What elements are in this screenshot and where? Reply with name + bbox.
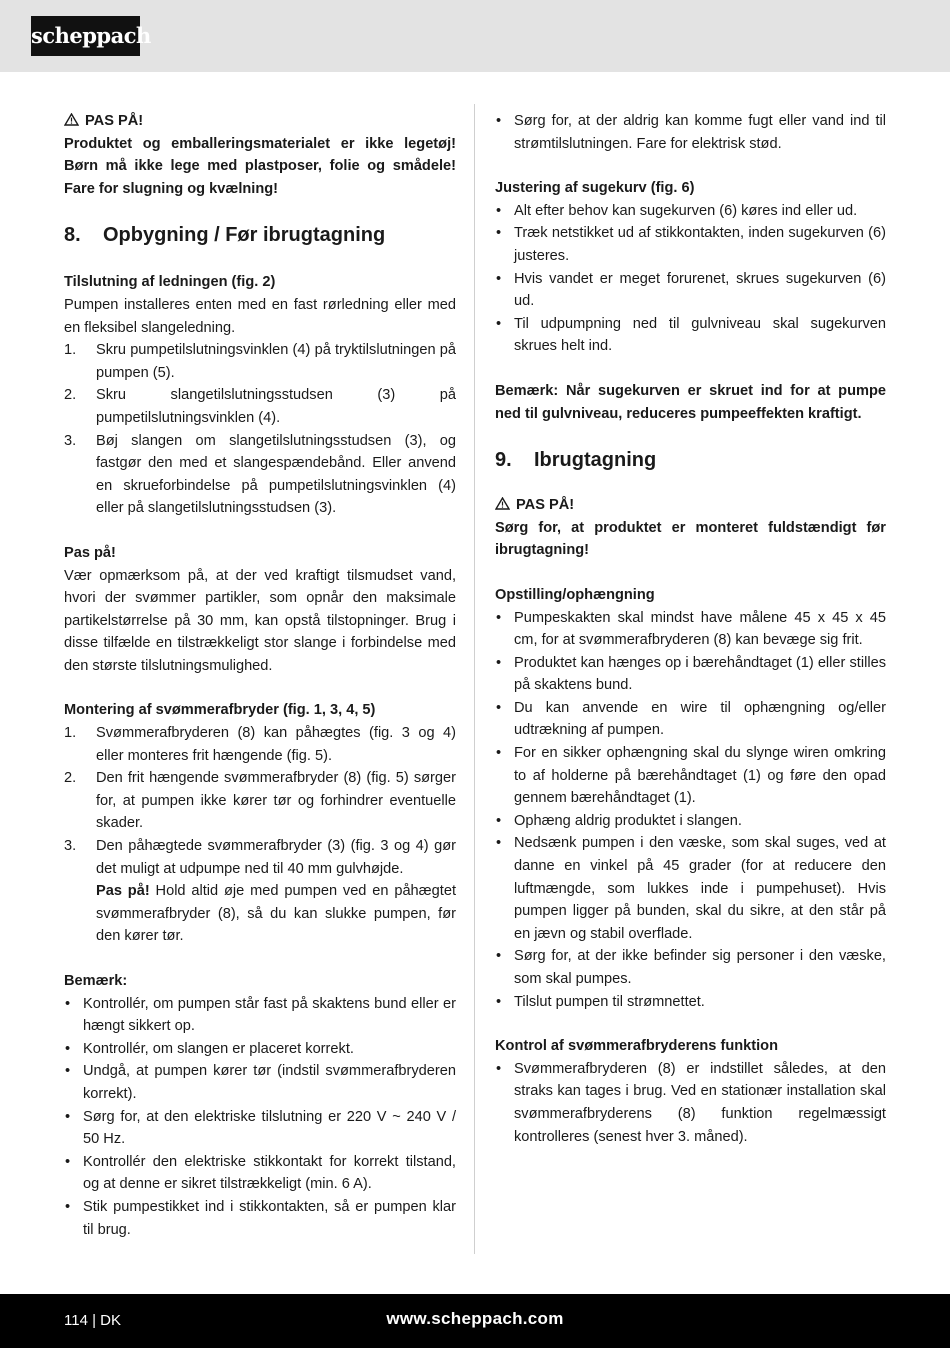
right-column xyxy=(495,110,886,1148)
list-item: • Du kan anvende en wire til ophængning og/eller udtrækning af pumpen. xyxy=(496,699,886,739)
warning-heading: PAS PÅ! xyxy=(495,494,886,517)
warning-text: Sørg for, at produktet er monteret fuldstændigt før ibrugtagning! xyxy=(495,519,886,559)
setup-list xyxy=(495,607,886,1014)
note-list xyxy=(64,993,456,1242)
list-item: • Alt efter behov kan sugekurven (6) køres ind eller ud. xyxy=(496,202,858,219)
note-heading: Bemærk: xyxy=(64,973,128,989)
connection-steps xyxy=(64,339,456,520)
connection-intro: Pumpen installeres enten med en fast rørledning eller med en fleksibel slangeledning. xyxy=(64,296,456,336)
list-item: • Til udpumpning ned til gulvniveau skal sugekurven skrues helt ind. xyxy=(496,315,886,355)
list-item: • Kontrollér, om pumpen står fast på skaktens bund eller er hængt sikkert op. xyxy=(65,995,456,1035)
section-8-heading: 8. Opbygning / Før ibrugtagning xyxy=(64,224,386,247)
list-item: • Pumpeskakten skal mindst have målene 45 x 45 x 45 cm, for at svømmerafbryderen (8) kan bevæge sig frit. xyxy=(496,609,886,649)
caution-heading: Pas på! xyxy=(64,544,116,561)
basket-list xyxy=(495,200,886,358)
page-footer xyxy=(0,1294,950,1348)
list-item: • Svømmerafbryderen (8) er indstillet således, at den straks kan tages i brug. Ved en stationær installation skal svømmerafbryderens (8) funktion regelmæssigt kontrolleres (senest hver 3. måned). xyxy=(496,1060,886,1145)
list-item: • Kontrollér, om slangen er placeret korrekt. xyxy=(65,1040,354,1057)
check-heading: Kontrol af svømmerafbryderens funktion xyxy=(495,1038,779,1055)
scheppach-logo: scheppach xyxy=(31,16,140,56)
connection-heading: Tilslutning af ledningen (fig. 2) xyxy=(64,274,276,291)
setup-heading: Opstilling/ophængning xyxy=(495,586,655,603)
list-item: 2. Skru slangetilslutningsstudsen (3) på pumpetilslutningsvinklen (4). xyxy=(64,387,456,426)
float-switch-steps xyxy=(64,722,456,948)
list-item: • Hvis vandet er meget forurenet, skrues sugekurven (6) ud. xyxy=(496,270,886,310)
top-list xyxy=(495,110,886,155)
list-item: • Tilslut pumpen til strømnettet. xyxy=(496,993,705,1010)
check-list xyxy=(495,1058,886,1148)
left-column xyxy=(64,110,456,1241)
page-header xyxy=(0,0,950,72)
list-item: • For en sikker ophængning skal du slynge wiren omkring to af holderne på bærehåndtaget (1) og føre den opad gennem bærehåndtaget (1). xyxy=(496,745,886,807)
list-item: • Sørg for, at der aldrig kan komme fugt eller vand ind til strømtilslutningen. Fare for elektrisk stød. xyxy=(496,113,886,152)
section-9-heading: 9. Ibrugtagning xyxy=(495,449,657,472)
list-item: 3. Den påhægtede svømmerafbryder (3) (fig. 3 og 4) gør det muligt at udpumpe ned til 40 mm gulvhøjde. Pas på! Hold altid øje med pumpen ved en påhægtet svømmerafbryder (8), så du kan slukke pumpen, før den kører tør. xyxy=(64,838,456,945)
list-item: 3. Bøj slangen om slangetilslutningsstudsen (3), og fastgør den med et slangespændebånd. Eller anvend en skrueforbindelse på pumpetilslutningsvinklen (4) eller på slangetilslutningsstudsen (3). xyxy=(64,432,456,517)
list-item: • Undgå, at pumpen kører tør (indstil svømmerafbryderen korrekt). xyxy=(65,1063,456,1102)
basket-heading: Justering af sugekurv (fig. 6) xyxy=(495,180,695,197)
list-item: 2. Den frit hængende svømmerafbryder (8) (fig. 5) sørger for, at pumpen ikke kører tør og forhindrer eventuelle skader. xyxy=(64,770,456,832)
list-item: • Kontrollér den elektriske stikkontakt for korrekt tilstand, og at denne er sikret tilstrækkeligt (min. 6 A). xyxy=(65,1153,456,1193)
list-item: • Nedsænk pumpen i den væske, som skal suges, ved at danne en vinkel på 45 grader (for at reducere den luftmængde, som lukkes inde i pumpehuset). Hvis pumpen ligger på bunden, skal du sikre, at den står på en jævn og stabil overflade. xyxy=(496,835,886,942)
list-item: • Produktet kan hænges op i bærehåndtaget (1) eller stilles på skaktens bund. xyxy=(496,654,886,694)
basket-note: Bemærk: Når sugekurven er skruet ind for at pumpe ned til gulvniveau, reduceres pumpeeffekten kraftigt. xyxy=(495,382,886,422)
website-link[interactable]: www.scheppach.com xyxy=(386,1309,564,1328)
list-item: • Stik pumpestikket ind i stikkontakten, så er pumpen klar til brug. xyxy=(65,1198,456,1238)
list-item: 1. Svømmerafbryderen (8) kan påhægtes (fig. 3 og 4) eller monteres frit hængende (fig. 5). xyxy=(64,725,456,764)
warning-triangle-icon xyxy=(64,113,79,126)
list-item: • Sørg for, at der ikke befinder sig personer i den væske, som skal pumpes. xyxy=(496,948,886,987)
list-item: • Ophæng aldrig produktet i slangen. xyxy=(496,812,742,829)
caution-text: Vær opmærksom på, at der ved kraftigt tilsmudset vand, hvori der svømmer partikler, som opnår den maksimale partikelstørrelse på 30 mm, kan opstå tilstopninger. Brug i disse tilfælde en tilstrækkeligt stor slange i forbindelse med den største tilslutningsmulighed. xyxy=(64,567,456,674)
float-switch-heading: Montering af svømmerafbryder (fig. 1, 3, 4, 5) xyxy=(64,702,376,719)
list-item: 1. Skru pumpetilslutningsvinklen (4) på tryktilslutningen på pumpen (5). xyxy=(64,342,456,381)
warning-heading: PAS PÅ! xyxy=(64,110,456,133)
warning-text: Produktet og emballeringsmaterialet er ikke legetøj! Børn må ikke lege med plastposer, folie og smådele! Fare for slugning og kvælning! xyxy=(64,135,456,197)
list-item: • Sørg for, at den elektriske tilslutning er 220 V ~ 240 V / 50 Hz. xyxy=(65,1108,456,1148)
list-item: • Træk netstikket ud af stikkontakten, inden sugekurven (6) justeres. xyxy=(496,225,886,264)
page-number: 114 | DK xyxy=(64,1312,122,1329)
column-divider xyxy=(474,104,475,1254)
warning-triangle-icon xyxy=(495,497,510,510)
